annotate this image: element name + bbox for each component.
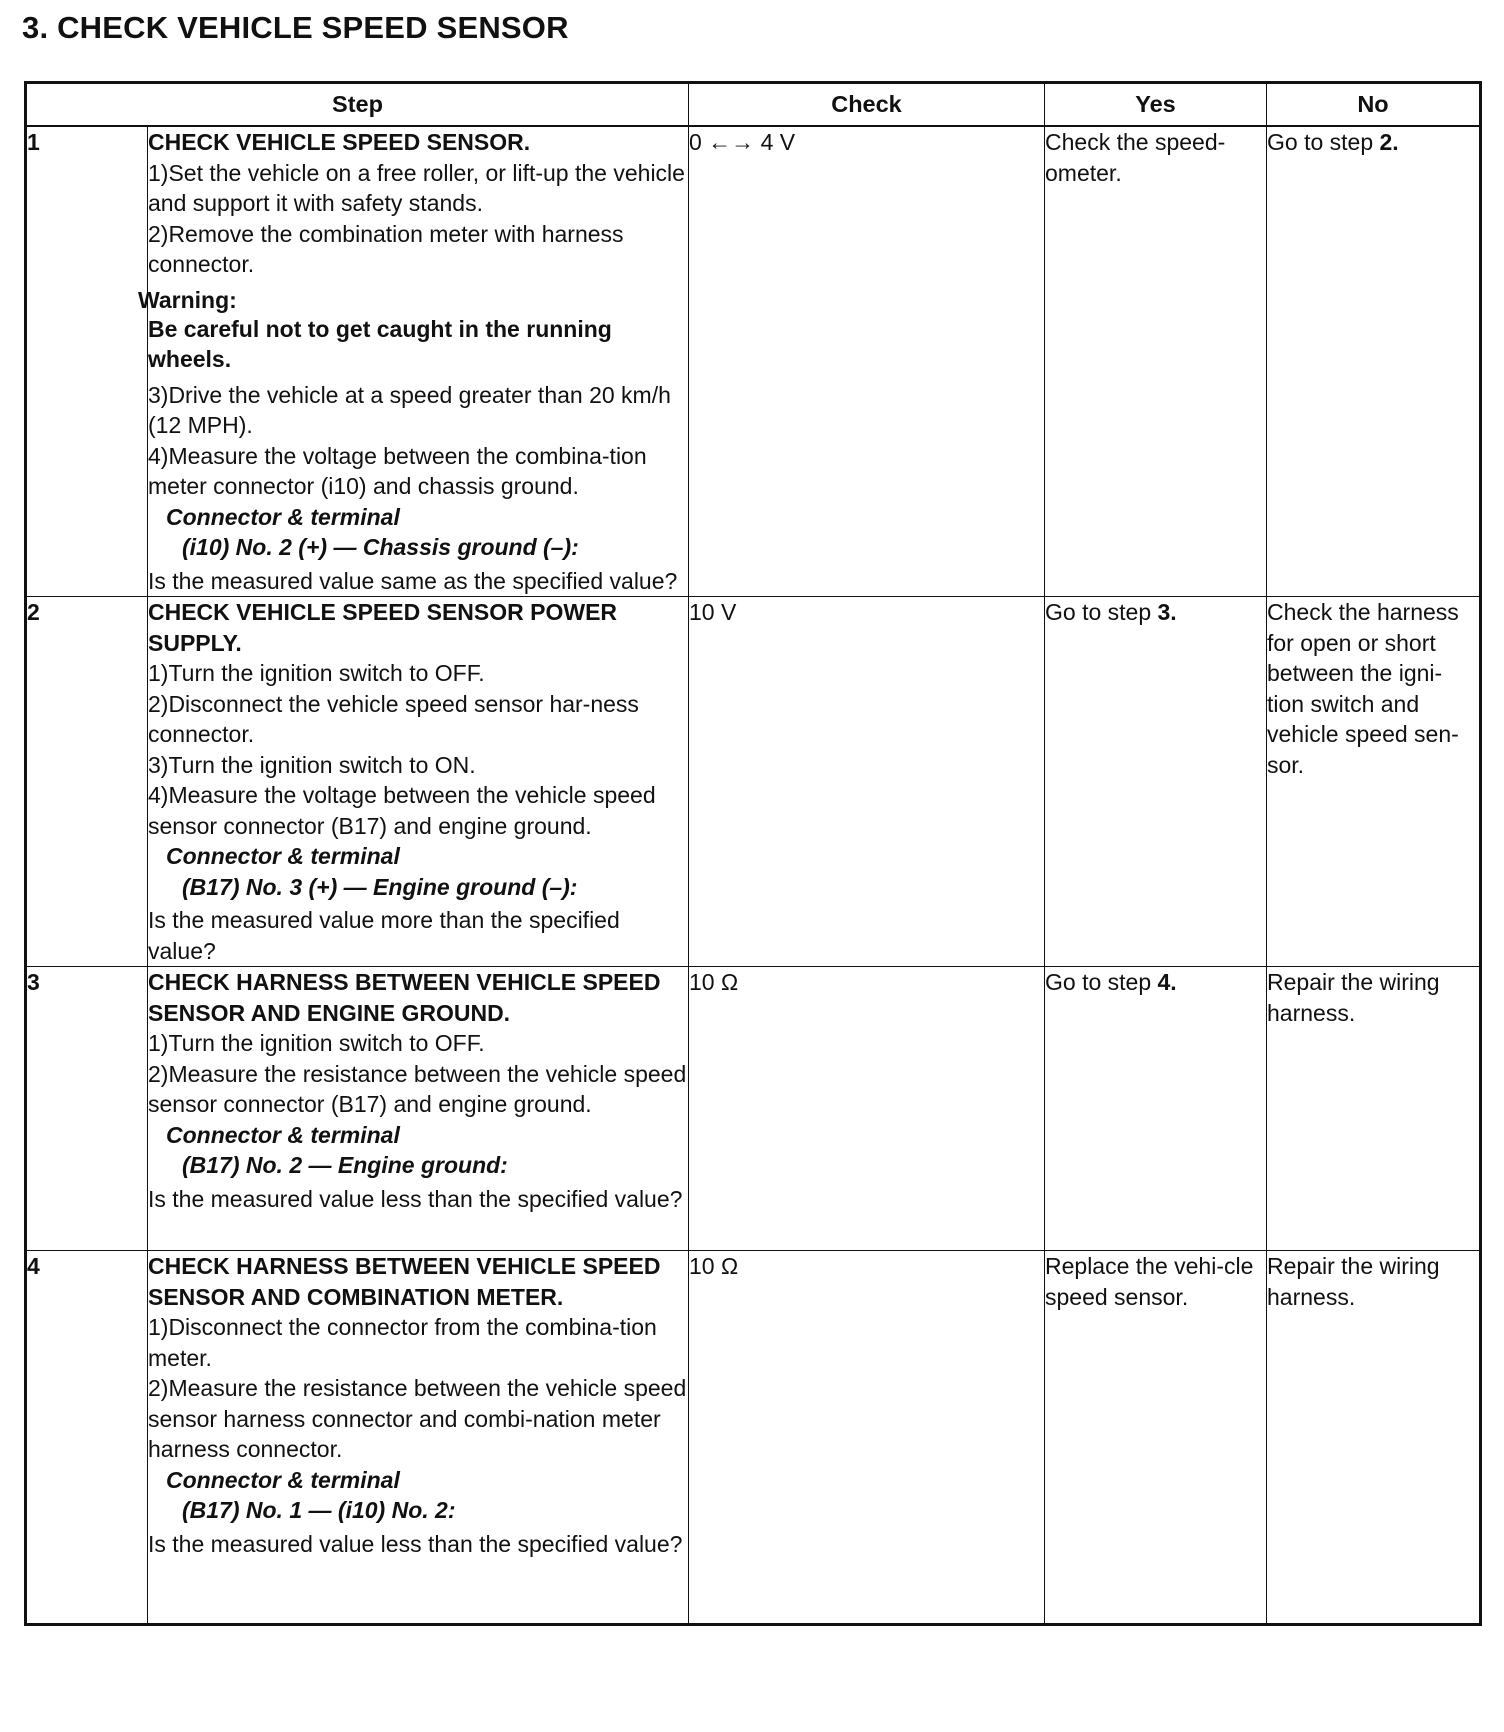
instruction: 1)Turn the ignition switch to OFF. <box>148 660 485 686</box>
instruction: 1)Disconnect the connector from the combina-tion meter. <box>148 1314 657 1371</box>
header-no: No <box>1267 83 1481 127</box>
table-row <box>26 1251 1481 1625</box>
connector-label: Connector & terminal <box>166 503 400 530</box>
yes-action-prefix: Go to step <box>1045 599 1158 625</box>
check-value: 10 Ω <box>689 1251 1045 1625</box>
step-number: 4 <box>26 1251 148 1625</box>
header-yes: Yes <box>1045 83 1267 127</box>
no-action <box>1267 126 1481 597</box>
header-check: Check <box>689 83 1045 127</box>
step-question: Is the measured value less than the specified value? <box>148 1185 683 1212</box>
instruction: 4)Measure the voltage between the combina-tion meter connector (i10) and chassis ground. <box>148 442 647 499</box>
warning-label: Warning: <box>138 286 237 313</box>
instruction: 2)Disconnect the vehicle speed sensor har-ness connector. <box>148 690 639 747</box>
check-value: 10 Ω <box>689 967 1045 1251</box>
no-action: Repair the wiring harness. <box>1267 1251 1481 1625</box>
header-row <box>26 83 1481 127</box>
yes-action <box>1045 597 1267 967</box>
check-value: 0 ←→ 4 V <box>689 126 1045 597</box>
connector-terminal: (B17) No. 1 — (i10) No. 2: <box>182 1497 456 1523</box>
step-description <box>148 967 689 1251</box>
step-question: Is the measured value same as the specified value? <box>148 567 678 594</box>
yes-action-prefix: Go to step <box>1045 969 1158 995</box>
step-description <box>148 1251 689 1625</box>
connector-terminal: (B17) No. 2 — Engine ground: <box>182 1152 508 1178</box>
warning-text: Be careful not to get caught in the running wheels. <box>148 315 612 372</box>
no-action-step: 2. <box>1379 129 1399 155</box>
step-description <box>138 126 689 597</box>
table-row <box>26 126 1481 597</box>
instruction: 2)Remove the combination meter with harness connector. <box>148 220 624 277</box>
check-value: 10 V <box>689 597 1045 967</box>
connector-terminal: (i10) No. 2 (+) — Chassis ground (–): <box>182 534 579 560</box>
no-action: Repair the wiring harness. <box>1267 967 1481 1251</box>
no-action-prefix: Go to step <box>1267 129 1380 155</box>
step-number: 3 <box>26 967 148 1251</box>
yes-action: Replace the vehi-cle speed sensor. <box>1045 1251 1267 1625</box>
instruction: 1)Set the vehicle on a free roller, or lift-up the vehicle and support it with safety stands. <box>148 159 685 216</box>
instruction: 4)Measure the voltage between the vehicle speed sensor connector (B17) and engine ground. <box>148 782 656 839</box>
instruction: 3)Turn the ignition switch to ON. <box>148 751 476 778</box>
instruction: 2)Measure the resistance between the vehicle speed sensor harness connector and combi-nation meter harness connector. <box>148 1375 687 1462</box>
connector-label: Connector & terminal <box>166 1121 400 1148</box>
page-title: 3. CHECK VEHICLE SPEED SENSOR <box>22 10 569 45</box>
table-row <box>26 967 1481 1251</box>
step-description <box>148 597 689 967</box>
connector-terminal: (B17) No. 3 (+) — Engine ground (–): <box>182 873 578 900</box>
step-question: Is the measured value less than the specified value? <box>148 1530 683 1557</box>
yes-action <box>1045 967 1267 1251</box>
instruction: 1)Turn the ignition switch to OFF. <box>148 1030 485 1056</box>
instruction: 3)Drive the vehicle at a speed greater than 20 km/h (12 MPH). <box>148 381 671 438</box>
yes-action: Check the speed-ometer. <box>1045 126 1267 597</box>
step-title: CHECK VEHICLE SPEED SENSOR POWER SUPPLY. <box>148 599 618 656</box>
header-step: Step <box>26 83 689 127</box>
step-title: CHECK VEHICLE SPEED SENSOR. <box>148 129 531 155</box>
connector-label: Connector & terminal <box>166 843 400 869</box>
step-question: Is the measured value more than the specified value? <box>148 907 620 964</box>
diagnostic-table <box>24 81 1482 1626</box>
instruction: 2)Measure the resistance between the vehicle speed sensor connector (B17) and engine ground. <box>148 1060 687 1117</box>
yes-action-step: 4. <box>1157 969 1177 995</box>
step-number: 2 <box>26 597 148 967</box>
step-number: 1 <box>26 126 148 597</box>
connector-label: Connector & terminal <box>166 1466 400 1493</box>
no-action: Check the harness for open or short between the igni-tion switch and vehicle speed sen-sor. <box>1267 597 1481 967</box>
table-row <box>26 597 1481 967</box>
step-title: CHECK HARNESS BETWEEN VEHICLE SPEED SENSOR AND COMBINATION METER. <box>148 1253 661 1310</box>
yes-action-step: 3. <box>1157 599 1177 625</box>
step-title: CHECK HARNESS BETWEEN VEHICLE SPEED SENSOR AND ENGINE GROUND. <box>148 969 661 1026</box>
